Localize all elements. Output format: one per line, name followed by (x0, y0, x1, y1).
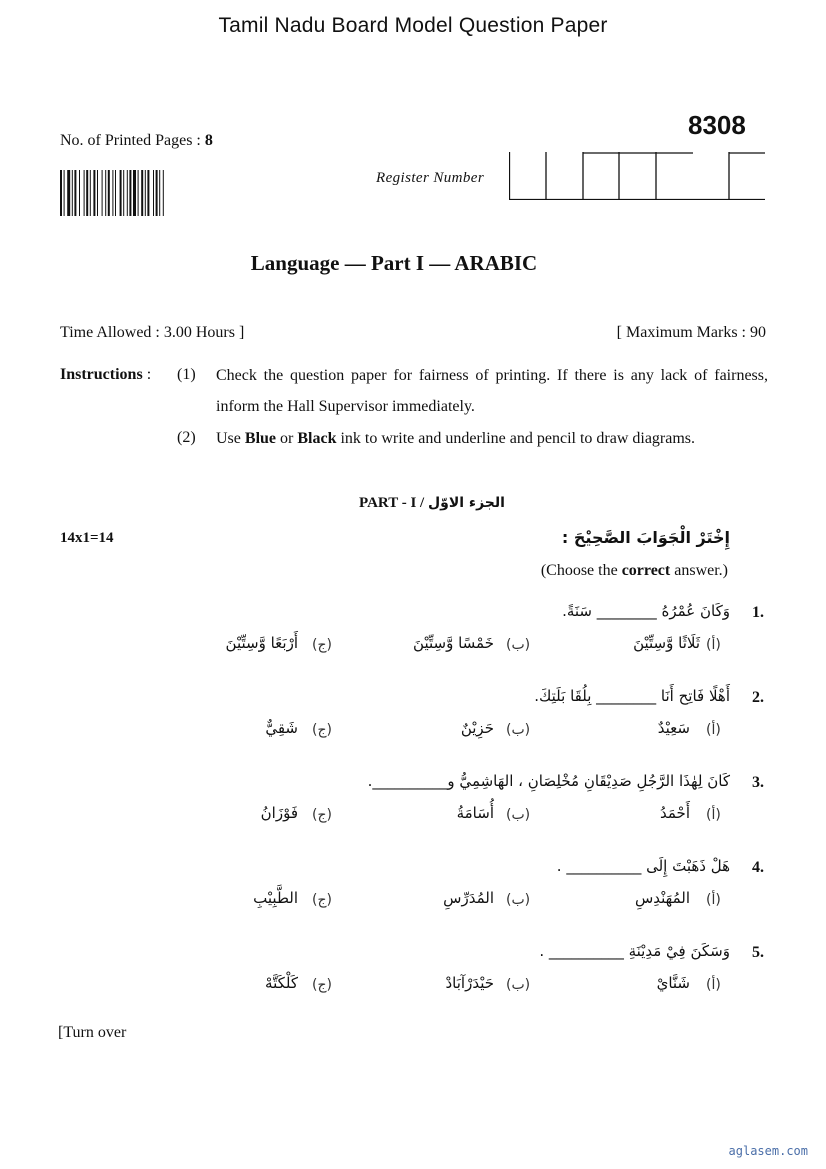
site-title: Tamil Nadu Board Model Question Paper (218, 14, 608, 37)
turn-over-note: [Turn over (58, 1024, 127, 1041)
instruction-number: (2) (177, 429, 196, 446)
question-number: 5. (752, 944, 764, 961)
subject-title: Language — Part I — ARABIC (250, 251, 538, 275)
option-letter: (ج) (312, 807, 332, 823)
instruction-number: (1) (177, 366, 196, 383)
question-number: 1. (752, 604, 764, 621)
option-letter: (أ) (706, 637, 721, 653)
instruction-text: Check the question paper for fairness of printing. If there is any lack of fairness, inform the Hall Supervisor immediately. (216, 367, 768, 415)
maximum-marks: [ Maximum Marks : 90 (616, 324, 766, 341)
instruction-text: Use Blue or Black ink to write and underline and pencil to draw diagrams. (216, 430, 696, 447)
question-text: أَهْلًا فَاتِح أَنَا ________ بِلُقَا بَلَتِكَ. (534, 687, 730, 705)
question-text: وَسَكَنَ فِيْ مَدِيْنَةِ __________ . (539, 942, 730, 960)
option-letter: (أ) (706, 892, 721, 908)
option-text[interactable]: شَقِيٌّ (265, 719, 298, 737)
question-text: هَلْ ذَهَبْتَ إِلَى __________ . (556, 857, 730, 875)
option-text[interactable]: كَلْكَتَّهْ (265, 974, 298, 992)
option-text[interactable]: حَيْدَرْآبَادْ (445, 974, 494, 992)
option-text[interactable]: خَمْسًا وَّسِتِّيْنَ (413, 634, 494, 652)
printed-pages (60, 132, 213, 150)
barcode-image (60, 170, 223, 216)
option-text[interactable]: حَزِيْنٌ (460, 719, 494, 737)
register-number-boxes[interactable] (509, 152, 765, 200)
marks-formula: 14x1=14 (60, 530, 114, 546)
option-letter: (أ) (706, 722, 721, 738)
option-text[interactable]: ثَلَاثًا وَّسِتِّيْنَ (633, 634, 700, 652)
arabic-instruction: إِخْتَرْ الْجَوَابَ الصَّحِيْحَ : (561, 528, 730, 547)
printed-pages-label: No. of Printed Pages : (60, 132, 205, 149)
option-text[interactable]: سَعِيْدٌ (657, 719, 690, 737)
option-text[interactable]: الطَّبِيْبِ (253, 889, 298, 907)
option-text[interactable]: أُسَامَةُ (456, 804, 494, 822)
option-letter: (ج) (312, 892, 332, 908)
time-allowed: Time Allowed : 3.00 Hours ] (60, 324, 245, 341)
footer-source[interactable]: aglasem.com (728, 1144, 808, 1158)
paper-code: 8308 (688, 110, 746, 140)
question-number: 3. (752, 774, 764, 791)
question-text: وَكَانَ عُمْرُهُ ________ سَنَةً. (562, 602, 730, 620)
option-letter: (ب) (506, 637, 531, 653)
option-text[interactable]: أَرْبَعًا وَّسِتِّيْنَ (225, 634, 298, 652)
option-text[interactable]: شَنَّايْ (656, 974, 690, 992)
question-number: 2. (752, 689, 764, 706)
option-letter: (ج) (312, 637, 332, 653)
option-letter: (ب) (506, 722, 531, 738)
option-letter: (ب) (506, 977, 531, 993)
option-text[interactable]: فَوْزَانُ (260, 804, 298, 822)
instructions-label: Instructions : (60, 366, 152, 383)
option-letter: (ب) (506, 807, 531, 823)
option-letter: (ب) (506, 892, 531, 908)
option-text[interactable]: المُدَرِّسِ (443, 889, 494, 907)
part-title: PART - I / الجزء الاوّل (359, 495, 505, 511)
option-text[interactable]: أَحْمَدُ (660, 804, 690, 822)
option-letter: (أ) (706, 807, 721, 823)
question-text: كَانَ لِهٰذَا الرَّجُلِ صَدِيْقَانِ مُخْلِصَانِ ، الهَاشِمِيُّ و__________. (367, 772, 730, 790)
option-letter: (أ) (706, 977, 721, 993)
register-number-label: Register Number (376, 170, 485, 186)
english-instruction: (Choose the correct answer.) (540, 562, 728, 579)
question-number: 4. (752, 859, 764, 876)
option-text[interactable]: المُهَنْدِسِ (634, 889, 690, 907)
option-letter: (ج) (312, 977, 332, 993)
option-letter: (ج) (312, 722, 332, 738)
printed-pages-value: 8 (204, 132, 213, 149)
